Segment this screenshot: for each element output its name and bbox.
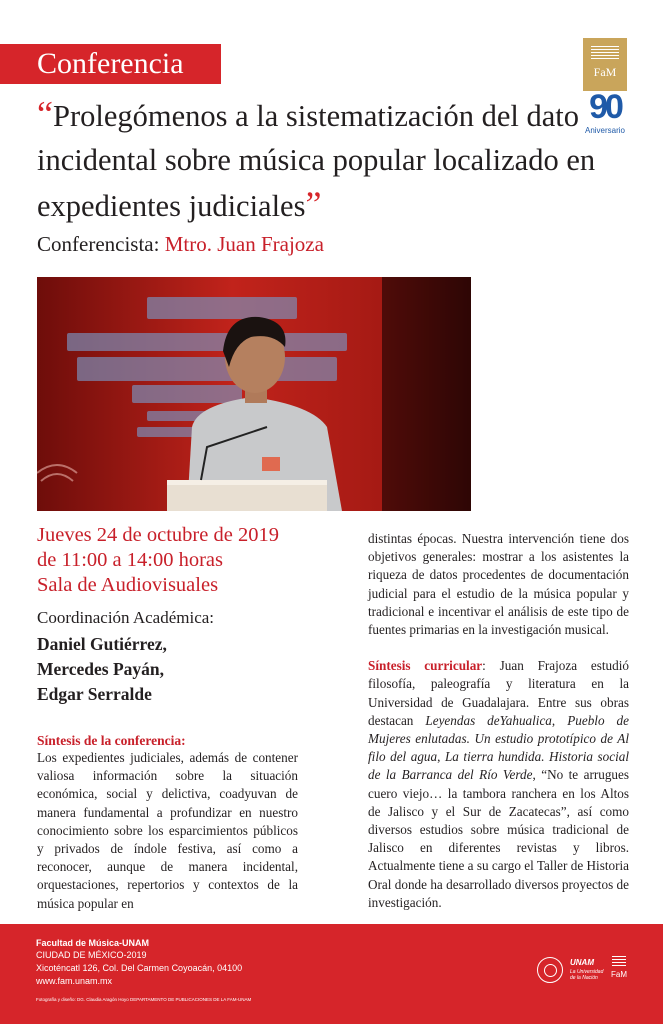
anniversary-caption: Aniversario <box>584 126 625 135</box>
coordination-names <box>37 632 167 707</box>
photo-lecturer-at-podium-icon <box>37 277 471 511</box>
work-title: Pueblo de Mujeres enlutadas. Un estudio prototípico de Al filo del agua <box>368 712 629 765</box>
open-quote: “ <box>37 94 53 134</box>
synthesis-heading: Síntesis de la conferencia: <box>37 733 186 748</box>
footer-credits: Fotografía y diseño: DG. Claudia Aragón Hoyo DEPARTAMENTO DE PUBLICACIONES DE LA FAM-UNAM <box>36 997 252 1002</box>
event-place: Sala de Audiovisuales <box>37 574 219 596</box>
speaker-photo <box>37 277 471 511</box>
footer-address: Xicoténcatl 126, Col. Del Carmen Coyoacán, 04100 <box>36 963 243 973</box>
curriculum-rest: , “No te arrugues cuero viejo… la tambora ranchera en los Altos de Jalisco y el Sur de Zacatecas”, así como diversos estudios sobre música tradicional de Jalisco en diferentes revistas y libros. Actualmente tiene a su cargo el Taller de Historia Oral donde ha desarrollado diversos proyectos de investigación. <box>368 767 630 910</box>
footer-institution: Facultad de Música-UNAM <box>36 938 150 948</box>
fam-footer-text: FaM <box>611 970 627 979</box>
curriculum-paragraph <box>368 657 629 912</box>
anniversary-number: 90 <box>589 88 621 126</box>
curriculum-colon: : <box>482 658 500 674</box>
unam-seal-icon <box>537 957 563 983</box>
coordinator-name: Edgar Serralde <box>37 684 152 704</box>
separator: , <box>551 712 568 728</box>
close-quote: ” <box>305 184 322 224</box>
separator: , <box>437 749 445 765</box>
work-title: La tierra hundida. Historia social de la Barranca del Río Verde <box>368 749 630 783</box>
unam-wordmark: UNAM <box>570 958 594 967</box>
speaker-label: Conferencista: <box>37 232 165 256</box>
fam-lines-icon <box>612 956 626 968</box>
unam-motto: La Universidad de la Nación <box>570 969 604 981</box>
footer-website[interactable]: www.fam.unam.mx <box>36 976 113 986</box>
synthesis-text-part1: Los expedientes judiciales, además de contener valiosa información sobre la situación económica, social y delictiva, coadyuvan de manera fundamental a profundizar en nuestro conocimiento sobre los esparcimientos públicos y privados de índole festiva, así como a reconocer, aunque de manera incidental, orquestaciones, repertorios y contextos de la música popular en <box>37 750 298 911</box>
footer <box>0 924 663 1024</box>
speaker-name: Mtro. Juan Frajoza <box>164 232 324 256</box>
banner-label: Conferencia <box>37 47 184 80</box>
curriculum-intro: Juan Frajoza estudió filosofía, paleografía y literatura en la Universidad de Guadalajara. Entre sus obras destacan <box>368 658 629 728</box>
coordinator-name: Mercedes Payán, <box>37 659 165 679</box>
event-date: Jueves 24 de octubre de 2019 <box>37 524 279 546</box>
coordination-label: Coordinación Académica: <box>37 608 215 627</box>
event-time: de 11:00 a 14:00 horas <box>37 549 223 571</box>
fam-footer-logo <box>610 956 628 986</box>
fam-lines-icon <box>591 46 619 60</box>
right-column <box>368 530 629 912</box>
footer-city: CIUDAD DE MÉXICO-2019 <box>36 950 147 960</box>
coordinator-name: Daniel Gutiérrez, <box>37 634 167 654</box>
fam-logo-block <box>583 38 627 91</box>
conference-title <box>37 92 607 228</box>
title-text: Prolegómenos a la sistematización del dato incidental sobre música popular localizado en expedientes judiciales <box>37 99 596 223</box>
curriculum-heading: Síntesis curricular <box>368 658 483 674</box>
event-details <box>37 523 279 598</box>
synthesis-text-part2: distintas épocas. Nuestra intervención tiene dos objetivos generales: mostrar a los asistentes la riqueza de datos procedentes de documentación judicial para el estudio de la música popular y tradicional e incentivar el análisis de este tipo de fuentes primarias en la investigación musical. <box>368 531 629 638</box>
speaker-line <box>37 232 324 257</box>
conference-banner <box>0 44 221 84</box>
fam-logo-text: FaM <box>593 65 617 79</box>
work-title: Leyendas deYahualica <box>425 712 552 728</box>
